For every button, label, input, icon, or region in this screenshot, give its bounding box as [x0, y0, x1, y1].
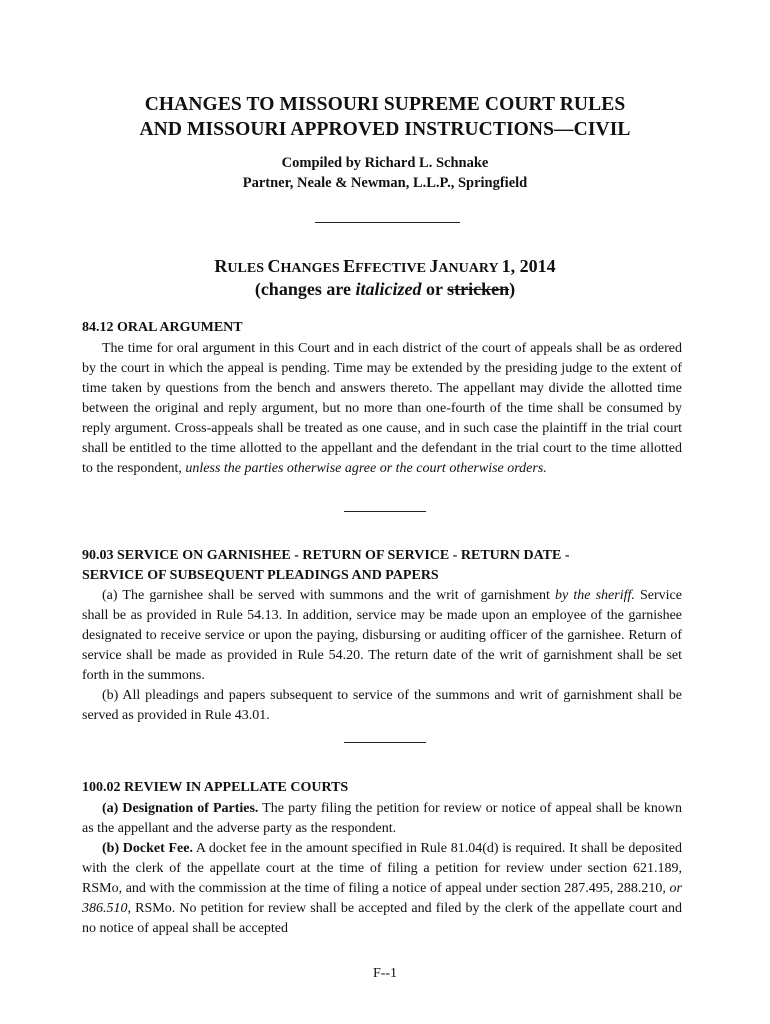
section-84-12-text: The time for oral argument in this Court and in each district of the court of appeals shall be as ordered by the court in which the appeal is pending. Time may be extended by the presiding judge to the extent of time taken by questions from the bench and answers thereto. The appellant may divide the allotted time between the original and reply argument, but no more than one-fourth of the time shall be consumed by reply argument. Cross-appeals shall be treated as one cause, and in such case the plaintiff in the trial court shall be entitled to the time allotted to the appellant and the defendant in the trial court to the time allotted to the respondent, unless the parties otherwise agree or the court otherwise orders. [82, 341, 682, 476]
section-90-03-heading: 90.03 SERVICE ON GARNISHEE - RETURN OF SERVICE - RETURN DATE - SERVICE OF SUBSEQUENT PLEADINGS AND PAPERS [82, 548, 570, 583]
section-90-03-text: (a) The garnishee shall be served with summons and the writ of garnishment by the sheriff. Service shall be as provided in Rule 54.13. In addition, service may be made upon an employee of the garnishee designated to receive service or upon the paying, disbursing or auditing officer of the garnishee. Return of service shall be made as provided in Rule 54.20. The return date of the writ of garnishment shall be set forth in the summons. (b) All pleadings and papers subsequent to service of the summons and writ of garnishment shall be served as provided in Rule 43.01. [82, 588, 682, 723]
effective-date-heading: RULES CHANGES EFFECTIVE JANUARY 1, 2014 [214, 256, 556, 276]
section-100-02-heading: 100.02 REVIEW IN APPELLATE COURTS [82, 780, 349, 795]
document-title-line-1: CHANGES TO MISSOURI SUPREME COURT RULES [144, 94, 626, 115]
page-number: F--1 [372, 966, 398, 981]
section-divider [344, 742, 426, 743]
changes-legend: (changes are italicized or stricken) [254, 279, 516, 299]
compiler-affiliation: Partner, Neale & Newman, L.L.P., Springfield [242, 175, 528, 191]
compiler-name: Compiled by Richard L. Schnake [281, 155, 489, 171]
section-84-12-heading: 84.12 ORAL ARGUMENT [82, 320, 243, 335]
section-100-02-text: (a) Designation of Parties. The party filing the petition for review or notice of appeal shall be known as the appellant and the adverse party as the respondent. (b) Docket Fee. A docket fee in the amount specified in Rule 81.04(d) is required. It shall be deposited with the clerk of the appellate court at the time of filing a petition for review under section 621.189, RSMo, and with the commission at the time of filing a notice of appeal under section 287.495, 288.210, or 386.510, RSMo. No petition for review shall be accepted and filed by the clerk of the appellate court and no notice of appeal shall be accepted [82, 801, 682, 936]
document-title-line-2: AND MISSOURI APPROVED INSTRUCTIONS—CIVIL [139, 119, 631, 140]
section-divider [344, 511, 426, 512]
title-divider [315, 222, 460, 223]
